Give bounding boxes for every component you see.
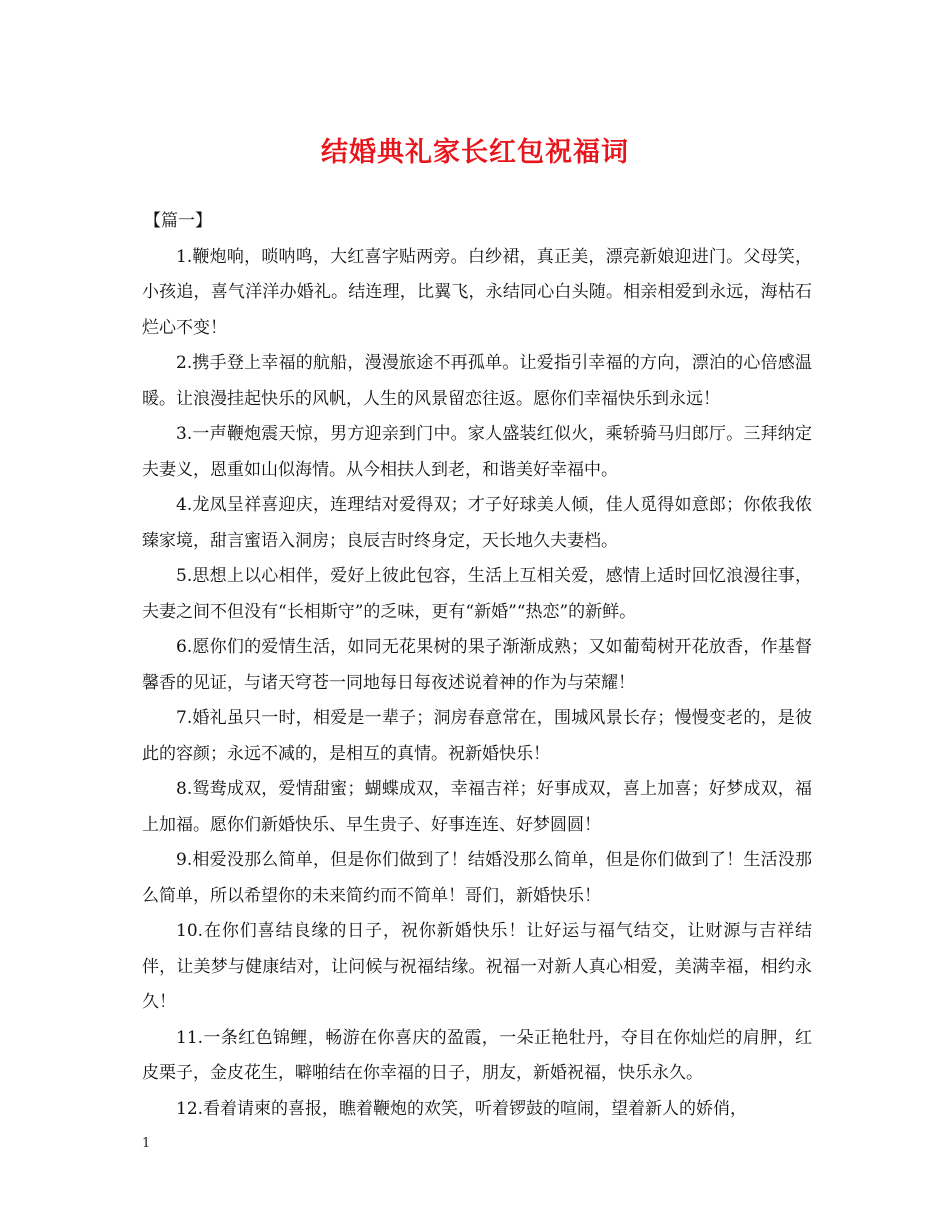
paragraph-2: 2.携手登上幸福的航船，漫漫旅途不再孤单。让爱指引幸福的方向，漂泊的心倍感温暖。让浪漫挂起快乐的风帆，人生的风景留恋往返。愿你们幸福快乐到永远！: [142, 353, 812, 409]
document-body: [142, 204, 812, 1127]
paragraph-9: 9.相爱没那么简单，但是你们做到了！结婚没那么简单，但是你们做到了！生活没那么简单，所以希望你的未来简约而不简单！哥们，新婚快乐！: [142, 850, 812, 906]
document-title: 结婚典礼家长红包祝福词: [321, 137, 629, 168]
paragraph-8: 8.鸳鸯成双，爱情甜蜜；蝴蝶成双，幸福吉祥；好事成双，喜上加喜；好梦成双，福上加福。愿你们新婚快乐、早生贵子、好事连连、好梦圆圆！: [142, 779, 812, 835]
paragraph-5: 5.思想上以心相伴，爱好上彼此包容，生活上互相关爱，感情上适时回忆浪漫往事，夫妻之间不但没有“长相斯守”的乏味，更有“新婚”“热恋”的新鲜。: [142, 566, 812, 622]
paragraph-11: 11.一条红色锦鲤，畅游在你喜庆的盈霞，一朵正艳牡丹，夺目在你灿烂的肩胛，红皮栗子，金皮花生，噼啪结在你幸福的日子，朋友，新婚祝福，快乐永久。: [142, 1027, 812, 1083]
paragraph-12: 12.看着请柬的喜报，瞧着鞭炮的欢笑，听着锣鼓的喧闹，望着新人的娇俏，: [176, 1098, 748, 1119]
paragraph-6: 6.愿你们的爱情生活，如同无花果树的果子渐渐成熟；又如葡萄树开花放香，作基督馨香的见证，与诸天穹苍一同地每日每夜述说着神的作为与荣耀！: [142, 637, 812, 693]
section-label: 【篇一】: [144, 211, 212, 231]
page-number: 1: [142, 1136, 151, 1151]
paragraph-1: 1.鞭炮响，唢呐鸣，大红喜字贴两旁。白纱裙，真正美，漂亮新娘迎进门。父母笑，小孩追，喜气洋洋办婚礼。结连理，比翼飞，永结同心白头随。相亲相爱到永远，海枯石烂心不变！: [142, 246, 812, 338]
paragraph-3: 3.一声鞭炮震天惊，男方迎亲到门中。家人盛装红似火，乘轿骑马归郎厅。三拜纳定夫妻义，恩重如山似海情。从今相扶人到老，和谐美好幸福中。: [142, 424, 812, 480]
paragraph-10: 10.在你们喜结良缘的日子，祝你新婚快乐！让好运与福气结交，让财源与吉祥结伴，让美梦与健康结对，让问候与祝福结缘。祝福一对新人真心相爱，美满幸福，相约永久！: [142, 921, 812, 1012]
paragraph-4: 4.龙凤呈祥喜迎庆，连理结对爱得双；才子好球美人倾，佳人觅得如意郎；你侬我侬臻家境，甜言蜜语入洞房；良辰吉时终身定，天长地久夫妻档。: [142, 495, 812, 551]
paragraph-7: 7.婚礼虽只一时，相爱是一辈子；洞房春意常在，围城风景长存；慢慢变老的，是彼此的容颜；永远不减的，是相互的真情。祝新婚快乐！: [142, 708, 812, 764]
